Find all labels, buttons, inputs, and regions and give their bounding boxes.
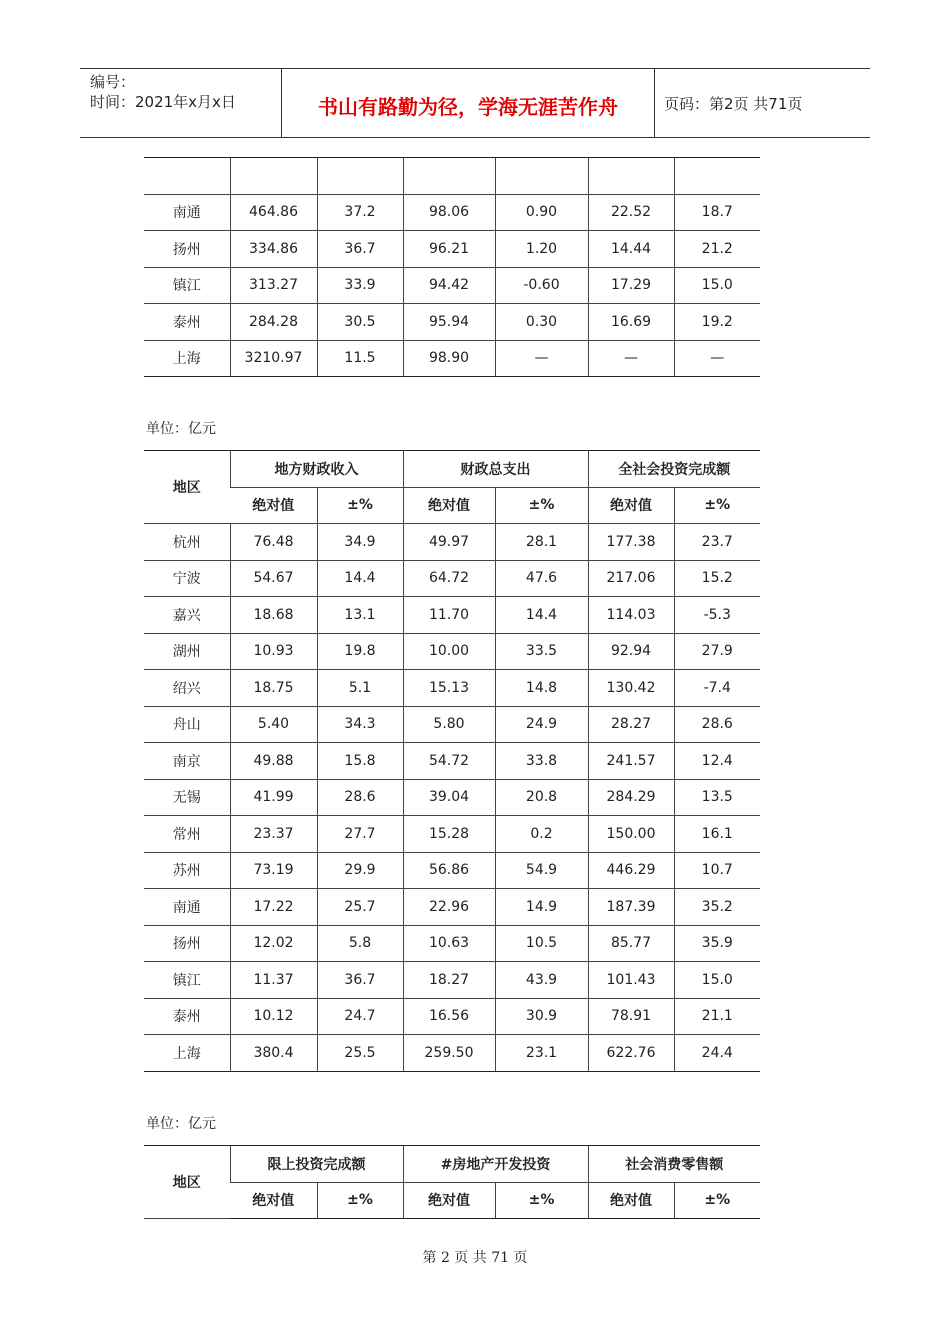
value-cell: 18.27 <box>403 962 495 999</box>
value-cell: — <box>674 340 760 377</box>
table-header-row <box>144 451 760 488</box>
value-cell: 130.42 <box>588 670 674 707</box>
value-cell: 14.9 <box>495 889 588 926</box>
value-cell: 95.94 <box>403 304 495 341</box>
region-cell: 镇江 <box>144 962 230 999</box>
value-cell: 96.21 <box>403 231 495 268</box>
region-cell: 镇江 <box>144 267 230 304</box>
value-cell: 187.39 <box>588 889 674 926</box>
value-cell: 10.93 <box>230 633 317 670</box>
value-cell: 47.6 <box>495 560 588 597</box>
table-row <box>144 962 760 999</box>
value-cell: 18.7 <box>674 194 760 231</box>
value-cell: 380.4 <box>230 1035 317 1072</box>
table-row <box>144 670 760 707</box>
value-cell: 18.68 <box>230 597 317 634</box>
value-cell: 35.2 <box>674 889 760 926</box>
value-cell <box>588 158 674 195</box>
region-cell: 绍兴 <box>144 670 230 707</box>
value-cell: 34.3 <box>317 706 403 743</box>
sub-header: ±% <box>674 1182 760 1219</box>
value-cell: 13.5 <box>674 779 760 816</box>
group-header: 社会消费零售额 <box>588 1146 760 1183</box>
value-cell: 54.72 <box>403 743 495 780</box>
sub-header: ±% <box>674 487 760 524</box>
value-cell <box>403 158 495 195</box>
table-row <box>144 158 760 195</box>
value-cell: 64.72 <box>403 560 495 597</box>
value-cell: 284.29 <box>588 779 674 816</box>
value-cell: 23.1 <box>495 1035 588 1072</box>
table-row <box>144 998 760 1035</box>
value-cell: 16.1 <box>674 816 760 853</box>
table-row <box>144 560 760 597</box>
table-row <box>144 194 760 231</box>
region-cell: 上海 <box>144 340 230 377</box>
value-cell: 36.7 <box>317 962 403 999</box>
value-cell: 15.13 <box>403 670 495 707</box>
value-cell: 49.97 <box>403 524 495 561</box>
region-cell: 扬州 <box>144 231 230 268</box>
value-cell: 21.2 <box>674 231 760 268</box>
group-header: 财政总支出 <box>403 451 588 488</box>
number-label: 编号： <box>90 73 136 91</box>
value-cell: 0.30 <box>495 304 588 341</box>
value-cell: 13.1 <box>317 597 403 634</box>
value-cell: 334.86 <box>230 231 317 268</box>
value-cell: 5.8 <box>317 925 403 962</box>
value-cell: 22.96 <box>403 889 495 926</box>
header-meta <box>80 69 282 137</box>
value-cell <box>317 158 403 195</box>
value-cell: 34.9 <box>317 524 403 561</box>
value-cell: 15.8 <box>317 743 403 780</box>
value-cell: 22.52 <box>588 194 674 231</box>
table-row <box>144 743 760 780</box>
value-cell: 241.57 <box>588 743 674 780</box>
value-cell: — <box>588 340 674 377</box>
value-cell: 54.9 <box>495 852 588 889</box>
value-cell: 25.7 <box>317 889 403 926</box>
value-cell: 28.6 <box>317 779 403 816</box>
table-row <box>144 340 760 377</box>
value-cell: 14.8 <box>495 670 588 707</box>
value-cell: 73.19 <box>230 852 317 889</box>
region-cell: 泰州 <box>144 998 230 1035</box>
value-cell: 30.9 <box>495 998 588 1035</box>
table-row <box>144 889 760 926</box>
value-cell: 10.12 <box>230 998 317 1035</box>
value-cell: -7.4 <box>674 670 760 707</box>
value-cell: 92.94 <box>588 633 674 670</box>
value-cell: 98.06 <box>403 194 495 231</box>
value-cell: 24.7 <box>317 998 403 1035</box>
page-footer: 第 2 页 共 71 页 <box>422 1250 528 1266</box>
value-cell: 284.28 <box>230 304 317 341</box>
value-cell: 12.02 <box>230 925 317 962</box>
value-cell: 16.69 <box>588 304 674 341</box>
header-motto-cell <box>282 69 655 137</box>
region-cell: 南通 <box>144 889 230 926</box>
table-header-row <box>144 1146 760 1183</box>
value-cell: 28.6 <box>674 706 760 743</box>
fiscal-investment-table <box>144 450 760 1072</box>
region-cell: 湖州 <box>144 633 230 670</box>
sub-header: ±% <box>495 1182 588 1219</box>
region-cell: 无锡 <box>144 779 230 816</box>
value-cell: 27.9 <box>674 633 760 670</box>
motto: 书山有路勤为径，学海无涯苦作舟 <box>318 95 618 119</box>
value-cell: 446.29 <box>588 852 674 889</box>
value-cell: 33.9 <box>317 267 403 304</box>
value-cell: 30.5 <box>317 304 403 341</box>
value-cell: 0.90 <box>495 194 588 231</box>
value-cell: 39.04 <box>403 779 495 816</box>
value-cell: 19.2 <box>674 304 760 341</box>
value-cell: 35.9 <box>674 925 760 962</box>
region-cell: 上海 <box>144 1035 230 1072</box>
value-cell: 464.86 <box>230 194 317 231</box>
sub-header: 绝对值 <box>230 1182 317 1219</box>
value-cell: 217.06 <box>588 560 674 597</box>
value-cell: 98.90 <box>403 340 495 377</box>
value-cell <box>674 158 760 195</box>
value-cell: 33.5 <box>495 633 588 670</box>
region-cell: 扬州 <box>144 925 230 962</box>
value-cell: 259.50 <box>403 1035 495 1072</box>
table-row <box>144 633 760 670</box>
value-cell: 16.56 <box>403 998 495 1035</box>
region-header: 地区 <box>144 451 230 524</box>
value-cell: 23.37 <box>230 816 317 853</box>
value-cell: 11.70 <box>403 597 495 634</box>
value-cell: 49.88 <box>230 743 317 780</box>
table-row <box>144 304 760 341</box>
value-cell: 28.1 <box>495 524 588 561</box>
value-cell: 27.7 <box>317 816 403 853</box>
value-cell: 1.20 <box>495 231 588 268</box>
value-cell: 10.63 <box>403 925 495 962</box>
value-cell: 177.38 <box>588 524 674 561</box>
value-cell: 29.9 <box>317 852 403 889</box>
value-cell: 114.03 <box>588 597 674 634</box>
value-cell: 313.27 <box>230 267 317 304</box>
value-cell: 37.2 <box>317 194 403 231</box>
group-header: #房地产开发投资 <box>403 1146 588 1183</box>
value-cell: 15.28 <box>403 816 495 853</box>
group-header: 全社会投资完成额 <box>588 451 760 488</box>
sub-header: 绝对值 <box>403 1182 495 1219</box>
table-row <box>144 1035 760 1072</box>
region-cell: 杭州 <box>144 524 230 561</box>
value-cell <box>230 158 317 195</box>
sub-header: 绝对值 <box>588 1182 674 1219</box>
value-cell: 36.7 <box>317 231 403 268</box>
value-cell: 17.29 <box>588 267 674 304</box>
region-cell: 宁波 <box>144 560 230 597</box>
sub-header: ±% <box>495 487 588 524</box>
value-cell: 43.9 <box>495 962 588 999</box>
value-cell: 25.5 <box>317 1035 403 1072</box>
value-cell: 14.44 <box>588 231 674 268</box>
region-cell <box>144 158 230 195</box>
value-cell: 10.7 <box>674 852 760 889</box>
value-cell: 94.42 <box>403 267 495 304</box>
value-cell: 10.5 <box>495 925 588 962</box>
table-row <box>144 852 760 889</box>
table-subheader-row <box>144 487 760 524</box>
value-cell <box>495 158 588 195</box>
table-row <box>144 267 760 304</box>
table-row <box>144 779 760 816</box>
value-cell: -0.60 <box>495 267 588 304</box>
table-subheader-row <box>144 1182 760 1219</box>
value-cell: 28.27 <box>588 706 674 743</box>
region-cell: 南通 <box>144 194 230 231</box>
region-cell: 常州 <box>144 816 230 853</box>
unit-label: 单位：亿元 <box>146 421 216 437</box>
region-header: 地区 <box>144 1146 230 1219</box>
value-cell: 15.2 <box>674 560 760 597</box>
value-cell: 12.4 <box>674 743 760 780</box>
value-cell: 14.4 <box>317 560 403 597</box>
table-row <box>144 231 760 268</box>
value-cell: 15.0 <box>674 962 760 999</box>
value-cell: 19.8 <box>317 633 403 670</box>
unit-label: 单位：亿元 <box>146 1116 216 1132</box>
sub-header: 绝对值 <box>588 487 674 524</box>
value-cell: 54.67 <box>230 560 317 597</box>
value-cell: 33.8 <box>495 743 588 780</box>
value-cell: 17.22 <box>230 889 317 926</box>
value-cell: 10.00 <box>403 633 495 670</box>
value-cell: 85.77 <box>588 925 674 962</box>
value-cell: 41.99 <box>230 779 317 816</box>
page-label: 页码：第2页 共71页 <box>664 95 803 113</box>
value-cell: 14.4 <box>495 597 588 634</box>
value-cell: 24.9 <box>495 706 588 743</box>
sub-header: 绝对值 <box>403 487 495 524</box>
value-cell: 15.0 <box>674 267 760 304</box>
value-cell: 76.48 <box>230 524 317 561</box>
group-header: 地方财政收入 <box>230 451 403 488</box>
table-row <box>144 925 760 962</box>
region-cell: 泰州 <box>144 304 230 341</box>
region-cell: 舟山 <box>144 706 230 743</box>
value-cell: 5.1 <box>317 670 403 707</box>
value-cell: 5.40 <box>230 706 317 743</box>
value-cell: 622.76 <box>588 1035 674 1072</box>
region-cell: 南京 <box>144 743 230 780</box>
value-cell: 18.75 <box>230 670 317 707</box>
time-label: 时间：2021年x月x日 <box>90 93 236 111</box>
table-row <box>144 816 760 853</box>
value-cell: 78.91 <box>588 998 674 1035</box>
value-cell: 24.4 <box>674 1035 760 1072</box>
value-cell: 3210.97 <box>230 340 317 377</box>
value-cell: 11.37 <box>230 962 317 999</box>
data-table-continued <box>144 157 760 377</box>
sub-header: 绝对值 <box>230 487 317 524</box>
value-cell: 0.2 <box>495 816 588 853</box>
table-row <box>144 706 760 743</box>
sub-header: ±% <box>317 1182 403 1219</box>
region-cell: 嘉兴 <box>144 597 230 634</box>
table-row <box>144 597 760 634</box>
value-cell: 21.1 <box>674 998 760 1035</box>
value-cell: 20.8 <box>495 779 588 816</box>
value-cell: -5.3 <box>674 597 760 634</box>
value-cell: 5.80 <box>403 706 495 743</box>
header-page-cell <box>655 69 870 137</box>
group-header: 限上投资完成额 <box>230 1146 403 1183</box>
region-cell: 苏州 <box>144 852 230 889</box>
value-cell: — <box>495 340 588 377</box>
sub-header: ±% <box>317 487 403 524</box>
value-cell: 150.00 <box>588 816 674 853</box>
value-cell: 56.86 <box>403 852 495 889</box>
table-row <box>144 524 760 561</box>
value-cell: 101.43 <box>588 962 674 999</box>
value-cell: 11.5 <box>317 340 403 377</box>
value-cell: 23.7 <box>674 524 760 561</box>
page-header <box>80 68 870 138</box>
investment-consumption-table <box>144 1145 760 1219</box>
